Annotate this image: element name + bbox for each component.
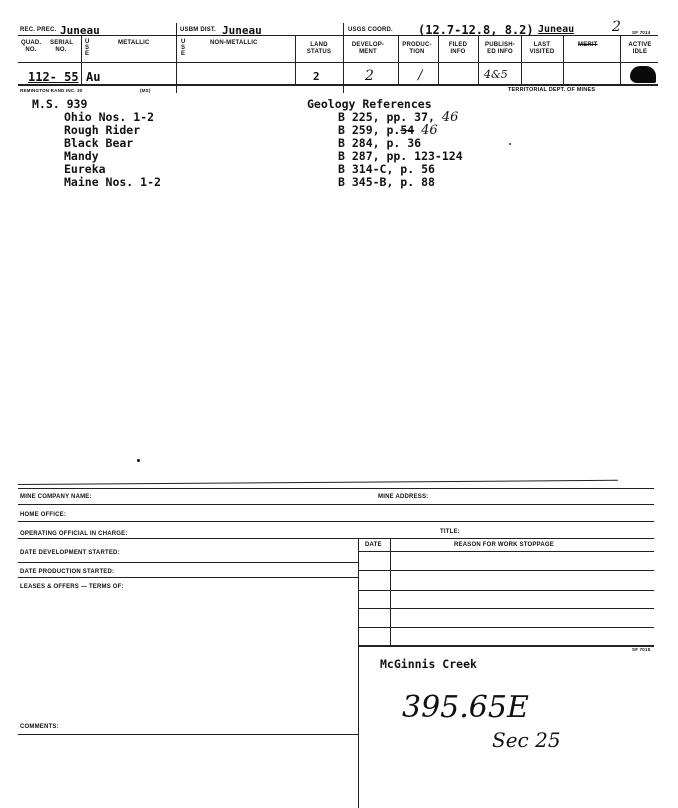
top-border xyxy=(18,35,658,36)
divider xyxy=(295,36,296,84)
rec-prec-label: REC. PREC. xyxy=(20,27,57,33)
col-production: PRODUC-TION xyxy=(402,42,432,55)
comments-label: COMMENTS: xyxy=(20,724,59,730)
divider xyxy=(358,590,654,591)
divider xyxy=(478,36,479,84)
claims-list xyxy=(64,111,161,189)
col-published-info: PUBLISH-ED INFO xyxy=(485,42,515,55)
divider xyxy=(18,538,654,539)
handwritten-section: Sec 25 xyxy=(492,728,561,752)
claim-item: Rough Rider xyxy=(64,123,141,137)
date-development-started-label: DATE DEVELOPMENT STARTED: xyxy=(20,550,120,556)
divider xyxy=(18,84,658,86)
col-quad-no: QUAD. NO. xyxy=(21,40,42,53)
reason-column-header: REASON FOR WORK STOPPAGE xyxy=(454,542,554,548)
production-value: / xyxy=(418,68,423,83)
col-metallic-use: U S E xyxy=(85,39,90,57)
form-number-top: SF 7014 xyxy=(632,30,651,35)
mineral-survey-number: M.S. 939 xyxy=(32,97,88,111)
col-merit: MERIT xyxy=(578,42,598,48)
active-blot-icon xyxy=(630,66,656,83)
divider xyxy=(18,480,618,485)
usgs-coord-suffix: Juneau xyxy=(538,24,575,35)
col-land-status: LAND STATUS xyxy=(306,42,332,55)
ref-handwritten: 46 xyxy=(441,110,459,125)
usbm-dist-value: Juneau xyxy=(222,24,262,37)
ref-text: B 225, pp. 37, xyxy=(338,110,435,124)
speck xyxy=(509,143,511,145)
handwritten-mark: 2 xyxy=(612,19,621,35)
ref-handwritten: 46 xyxy=(421,123,438,138)
land-status-value: 2 xyxy=(313,70,320,83)
ref-struck: 54 xyxy=(400,123,415,137)
divider xyxy=(18,521,654,522)
ref-text: B 284, p. 36 xyxy=(338,136,422,150)
divider xyxy=(18,488,654,489)
divider xyxy=(18,577,358,578)
divider xyxy=(343,23,344,93)
imprint-left: REMINGTON RAND INC. 30 xyxy=(20,88,83,93)
divider xyxy=(358,645,654,647)
divider xyxy=(358,538,359,646)
published-info-value: 4&5 xyxy=(484,68,508,81)
col-last-visited: LAST VISITED xyxy=(529,42,555,55)
geology-references-title: Geology References xyxy=(307,97,432,111)
leases-offers-label: LEASES & OFFERS — TERMS OF: xyxy=(20,584,124,590)
mine-address-label: MINE ADDRESS: xyxy=(378,494,429,500)
divider xyxy=(358,551,654,552)
divider xyxy=(358,646,359,808)
rec-prec-value: Juneau xyxy=(60,24,100,37)
divider xyxy=(18,562,358,563)
ref-text: B 287, pp. 123-124 xyxy=(338,149,463,163)
usbm-dist-label: USBM DIST. xyxy=(180,27,217,33)
usgs-coord-label: USGS COORD. xyxy=(348,27,393,33)
col-development: DEVELOP-MENT xyxy=(351,42,385,55)
divider xyxy=(358,627,654,628)
date-column-header: DATE xyxy=(365,542,382,548)
home-office-label: HOME OFFICE: xyxy=(20,512,67,518)
imprint-code: (MS) xyxy=(140,88,151,93)
ref-text: B 345-B, p. 88 xyxy=(338,175,435,189)
development-value: 2 xyxy=(365,68,374,84)
col-metallic: METALLIC xyxy=(118,40,150,46)
divider xyxy=(176,23,177,93)
divider xyxy=(18,62,658,63)
location-name: McGinnis Creek xyxy=(380,657,477,671)
divider xyxy=(18,504,654,505)
divider xyxy=(438,36,439,84)
divider xyxy=(358,570,654,571)
claim-item: Mandy xyxy=(64,149,99,163)
divider xyxy=(521,36,522,84)
quad-serial-value: 112- 55 xyxy=(28,70,79,84)
metallic-value: Au xyxy=(86,70,101,84)
ref-text: B 259, p. xyxy=(338,123,401,137)
col-serial-no: SERIAL NO. xyxy=(50,40,74,53)
col-nonmetallic: NON-METALLIC xyxy=(210,40,258,46)
usgs-coord-value: (12.7-12.8, 8.2) xyxy=(418,23,534,37)
col-nonmetallic-use: U S E xyxy=(181,39,186,57)
divider xyxy=(620,36,621,84)
speck xyxy=(137,459,140,462)
handwritten-code: 395.65E xyxy=(402,690,529,725)
operating-official-label: OPERATING OFFICIAL IN CHARGE: xyxy=(20,531,128,537)
divider xyxy=(398,36,399,84)
claim-item: Maine Nos. 1-2 xyxy=(64,175,161,189)
divider xyxy=(358,608,654,609)
title-label: TITLE: xyxy=(440,529,460,535)
mine-company-name-label: MINE COMPANY NAME: xyxy=(20,494,92,500)
col-filed-info: FILED INFO xyxy=(448,42,468,55)
claim-item: Black Bear xyxy=(64,136,134,150)
form-number-bottom: SF 7015 xyxy=(632,647,651,652)
divider xyxy=(563,36,564,84)
geology-ref xyxy=(338,176,463,189)
divider xyxy=(81,36,82,84)
claim-item: Ohio Nos. 1-2 xyxy=(64,110,155,124)
claim-item: Eureka xyxy=(64,162,106,176)
col-active-idle: ACTIVE IDLE xyxy=(628,42,652,55)
divider xyxy=(18,734,358,735)
imprint-right: TERRITORIAL DEPT. OF MINES xyxy=(508,87,596,93)
ref-text: B 314-C, p. 56 xyxy=(338,162,435,176)
geology-references-list xyxy=(338,111,463,189)
divider xyxy=(390,538,391,646)
date-production-started-label: DATE PRODUCTION STARTED: xyxy=(20,569,115,575)
